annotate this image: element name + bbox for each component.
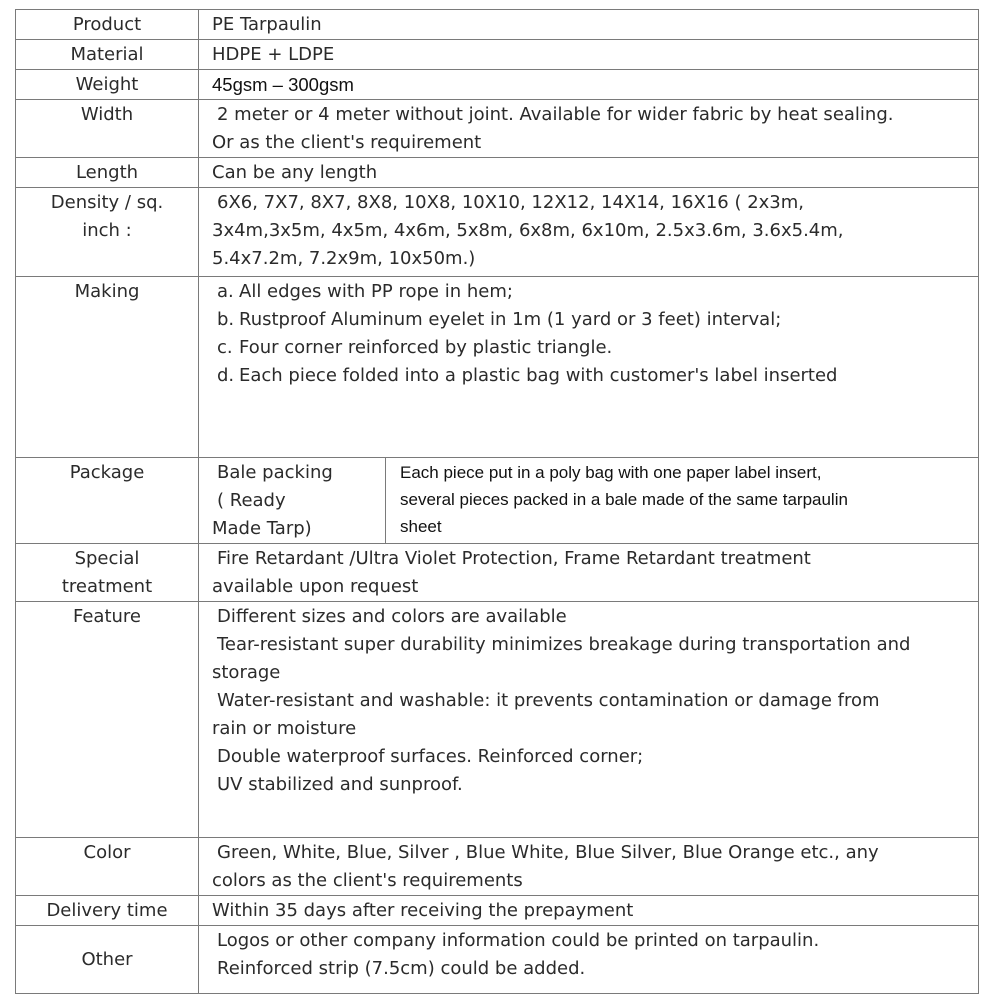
package-description-line: sheet [400,517,442,536]
color-line: colors as the client's requirements [212,870,523,891]
special-treatment-label-line: treatment [61,576,153,597]
spec-table [15,9,979,994]
making-item: c. Four corner reinforced by plastic triangle. [217,337,613,358]
feature-line: UV stabilized and sunproof. [217,774,463,795]
special-treatment-line: available upon request [212,576,419,597]
delivery-time-value: Within 35 days after receiving the prepayment [199,896,979,926]
product-value: PE Tarpaulin [199,10,979,40]
density-value [199,188,979,277]
special-treatment-label-line: Special [74,548,140,569]
product-label: Product [16,10,199,40]
width-line: 2 meter or 4 meter without joint. Available for wider fabric by heat sealing. [217,104,894,125]
package-description-line: several pieces packed in a bale made of the same tarpaulin [400,490,848,509]
row-material [16,40,979,70]
density-label [16,188,199,277]
other-value [199,926,979,994]
color-value [199,838,979,896]
feature-line: Double waterproof surfaces. Reinforced corner; [217,746,644,767]
making-label: Making [16,277,199,458]
package-label: Package [16,458,199,544]
material-value: HDPE + LDPE [199,40,979,70]
row-length [16,158,979,188]
row-feature [16,602,979,838]
row-density [16,188,979,277]
density-label-line: Density / sq. [50,192,164,213]
feature-line: Different sizes and colors are available [217,606,567,627]
package-description-line: Each piece put in a poly bag with one paper label insert, [400,463,822,482]
row-weight [16,70,979,100]
package-type-line: Bale packing [217,462,333,483]
other-line: Reinforced strip (7.5cm) could be added. [217,958,586,979]
density-line: 6X6, 7X7, 8X7, 8X8, 10X8, 10X10, 12X12, 14X14, 16X16 ( 2x3m, [217,192,805,213]
length-label: Length [16,158,199,188]
color-line: Green, White, Blue, Silver , Blue White, Blue Silver, Blue Orange etc., any [217,842,879,863]
row-width [16,100,979,158]
row-product [16,10,979,40]
feature-line: Tear-resistant super durability minimizes breakage during transportation and [217,634,911,655]
delivery-time-label: Delivery time [16,896,199,926]
row-making [16,277,979,458]
length-value: Can be any length [199,158,979,188]
weight-label: Weight [16,70,199,100]
feature-line: storage [212,662,281,683]
weight-value: 45gsm – 300gsm [199,70,979,100]
other-line: Logos or other company information could be printed on tarpaulin. [217,930,820,951]
making-list [199,277,979,458]
special-treatment-value [199,544,979,602]
making-item: d. Each piece folded into a plastic bag with customer's label inserted [217,365,838,386]
making-item: b. Rustproof Aluminum eyelet in 1m (1 yard or 3 feet) interval; [217,309,782,330]
material-label: Material [16,40,199,70]
density-label-line: inch : [82,220,132,241]
row-delivery-time [16,896,979,926]
feature-list [199,602,979,838]
row-color [16,838,979,896]
feature-label: Feature [16,602,199,838]
package-type [199,458,386,544]
width-line: Or as the client's requirement [212,132,482,153]
package-description [386,458,979,544]
color-label: Color [16,838,199,896]
package-type-line: ( Ready [217,490,286,511]
feature-line: Water-resistant and washable: it prevents contamination or damage from [217,690,880,711]
row-special-treatment [16,544,979,602]
special-treatment-line: Fire Retardant /Ultra Violet Protection, Frame Retardant treatment [217,548,811,569]
row-package [16,458,979,544]
width-label: Width [16,100,199,158]
density-line: 5.4x7.2m, 7.2x9m, 10x50m.) [212,248,476,269]
special-treatment-label [16,544,199,602]
row-other [16,926,979,994]
making-item: a. All edges with PP rope in hem; [217,281,513,302]
other-label: Other [16,926,199,994]
package-type-line: Made Tarp) [212,518,312,539]
feature-line: rain or moisture [212,718,357,739]
density-line: 3x4m,3x5m, 4x5m, 4x6m, 5x8m, 6x8m, 6x10m, 2.5x3.6m, 3.6x5.4m, [212,220,844,241]
width-value [199,100,979,158]
